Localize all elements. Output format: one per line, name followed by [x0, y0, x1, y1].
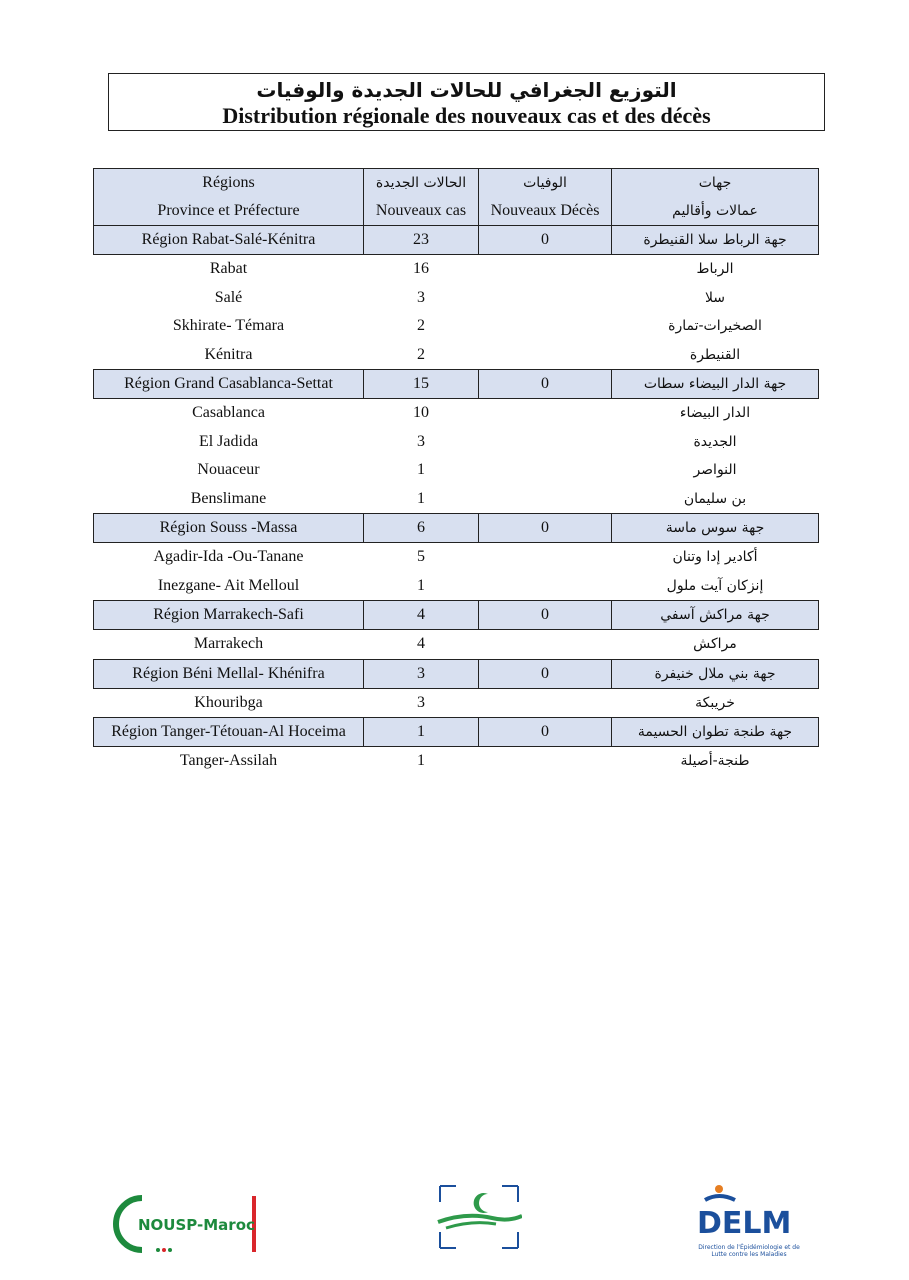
cell-name-ar: جهة طنجة تطوان الحسيمة [612, 718, 819, 747]
cell-new-cases: 3 [417, 432, 425, 450]
cell-name-fr: Nouaceur [197, 461, 260, 479]
region-row [94, 718, 819, 747]
cell-new-cases: 2 [417, 345, 425, 363]
cell-deaths [479, 284, 612, 313]
cell-new-cases: 10 [413, 404, 429, 422]
cell-deaths [479, 543, 612, 572]
header-new-cases-ar: الحالات الجديدة [364, 169, 479, 198]
cell-new-cases: 23 [364, 226, 479, 255]
cell-new-cases: 5 [417, 548, 425, 566]
cell-name-fr: Région Béni Mellal- Khénifra [94, 659, 364, 688]
cell-name-ar: طنجة-أصيلة [680, 753, 750, 770]
region-row [94, 370, 819, 399]
distribution-table [93, 168, 819, 776]
header-regions-ar: جهات [612, 169, 819, 198]
cell-name-fr: Région Souss -Massa [94, 514, 364, 543]
region-row [94, 226, 819, 255]
header-new-cases: Nouveaux cas [364, 197, 479, 226]
cell-name-ar: القنيطرة [689, 346, 741, 363]
cell-deaths: 0 [479, 226, 612, 255]
table-header-row-1 [94, 169, 819, 198]
title-french: Distribution régionale des nouveaux cas et des décès [222, 103, 711, 128]
nousp-logo [112, 1190, 260, 1258]
cell-name-fr: Rabat [209, 260, 248, 278]
cell-deaths: 0 [479, 514, 612, 543]
cell-name-fr: Région Tanger-Tétouan-Al Hoceima [94, 718, 364, 747]
province-row [94, 456, 819, 485]
cell-name-fr: Région Rabat-Salé-Kénitra [94, 226, 364, 255]
cell-deaths [479, 485, 612, 514]
cell-name-ar: الصخيرات-تمارة [668, 318, 762, 335]
cell-name-fr: Kénitra [204, 345, 253, 363]
cell-new-cases: 6 [364, 514, 479, 543]
province-row [94, 341, 819, 370]
delm-logo [695, 1184, 803, 1264]
cell-name-ar: جهة مراكش آسفي [612, 601, 819, 630]
cell-new-cases: 15 [364, 370, 479, 399]
cell-deaths: 0 [479, 601, 612, 630]
cell-name-ar: جهة الدار البيضاء سطات [612, 370, 819, 399]
cell-deaths [479, 255, 612, 284]
cell-new-cases: 3 [417, 288, 425, 306]
title-box [108, 73, 825, 131]
province-row [94, 543, 819, 572]
cell-name-ar: الدار البيضاء [679, 405, 751, 422]
cell-name-ar: مراكش [693, 636, 737, 653]
cell-new-cases: 4 [417, 635, 425, 653]
cell-new-cases: 3 [417, 693, 425, 711]
region-row [94, 659, 819, 688]
province-row [94, 485, 819, 514]
cell-deaths [479, 428, 612, 457]
cell-name-fr: Agadir-Ida -Ou-Tanane [153, 548, 304, 566]
cell-name-fr: Inezgane- Ait Melloul [157, 576, 300, 594]
footer-logos [0, 1182, 909, 1262]
header-province: Province et Préfecture [94, 197, 364, 226]
province-row [94, 572, 819, 601]
header-prefectures-ar: عمالات وأقاليم [612, 197, 819, 226]
cell-deaths: 0 [479, 659, 612, 688]
delm-logo-subtitle: Direction de l'Épidémiologie et de Lutte contre les Maladies [698, 1244, 800, 1258]
delm-logo-text: DELM [697, 1206, 792, 1241]
cell-name-ar: خريبكة [695, 694, 735, 711]
province-row [94, 312, 819, 341]
cell-new-cases: 2 [417, 317, 425, 335]
cell-name-fr: Casablanca [192, 404, 265, 422]
cell-name-ar: جهة الرباط سلا القنيطرة [612, 226, 819, 255]
cell-deaths [479, 312, 612, 341]
nousp-logo-text: NOUSP-Maroc [138, 1216, 255, 1234]
province-row [94, 284, 819, 313]
table-header-row-2 [94, 197, 819, 226]
cell-name-ar: جهة سوس ماسة [612, 514, 819, 543]
cell-deaths [479, 341, 612, 370]
cell-new-cases: 1 [417, 489, 425, 507]
header-deaths-ar: الوفيات [479, 169, 612, 198]
cell-name-fr: El Jadida [198, 432, 259, 450]
cell-new-cases: 1 [364, 718, 479, 747]
cell-deaths [479, 688, 612, 718]
region-row [94, 601, 819, 630]
cell-name-fr: Tanger-Assilah [179, 752, 278, 770]
cell-name-fr: Khouribga [194, 693, 263, 711]
cell-new-cases: 1 [417, 461, 425, 479]
cell-name-ar: الجديدة [693, 433, 737, 450]
cell-name-fr: Benslimane [190, 489, 267, 507]
province-row [94, 630, 819, 660]
cell-deaths [479, 456, 612, 485]
cell-new-cases: 4 [364, 601, 479, 630]
cell-name-ar: إنزكان آيت ملول [666, 577, 764, 594]
cell-name-ar: بن سليمان [683, 490, 747, 507]
cell-name-ar: أكادير إدا وتنان [672, 549, 758, 566]
province-row [94, 255, 819, 284]
cell-name-fr: Région Grand Casablanca-Settat [94, 370, 364, 399]
province-row [94, 688, 819, 718]
cell-new-cases: 3 [364, 659, 479, 688]
cell-deaths [479, 399, 612, 428]
cell-new-cases: 16 [413, 260, 429, 278]
cell-name-fr: Skhirate- Témara [172, 317, 285, 335]
cell-deaths [479, 572, 612, 601]
cell-new-cases: 1 [417, 576, 425, 594]
province-row [94, 399, 819, 428]
header-regions: Régions [94, 169, 364, 198]
cell-name-ar: النواصر [693, 462, 737, 479]
region-row [94, 514, 819, 543]
ministry-logo [436, 1182, 522, 1252]
cell-deaths: 0 [479, 370, 612, 399]
cell-deaths [479, 630, 612, 660]
cell-name-ar: جهة بني ملال خنيفرة [612, 659, 819, 688]
cell-deaths: 0 [479, 718, 612, 747]
cell-new-cases: 1 [417, 752, 425, 770]
province-row [94, 428, 819, 457]
cell-name-fr: Salé [214, 288, 243, 306]
cell-name-ar: سلا [704, 289, 726, 306]
province-row [94, 747, 819, 776]
cell-name-ar: الرباط [696, 261, 734, 278]
title-arabic: التوزيع الجغرافي للحالات الجديدة والوفيات [256, 78, 677, 102]
cell-name-fr: Marrakech [193, 635, 264, 653]
header-deaths: Nouveaux Décès [479, 197, 612, 226]
cell-deaths [479, 747, 612, 776]
cell-name-fr: Région Marrakech-Safi [94, 601, 364, 630]
